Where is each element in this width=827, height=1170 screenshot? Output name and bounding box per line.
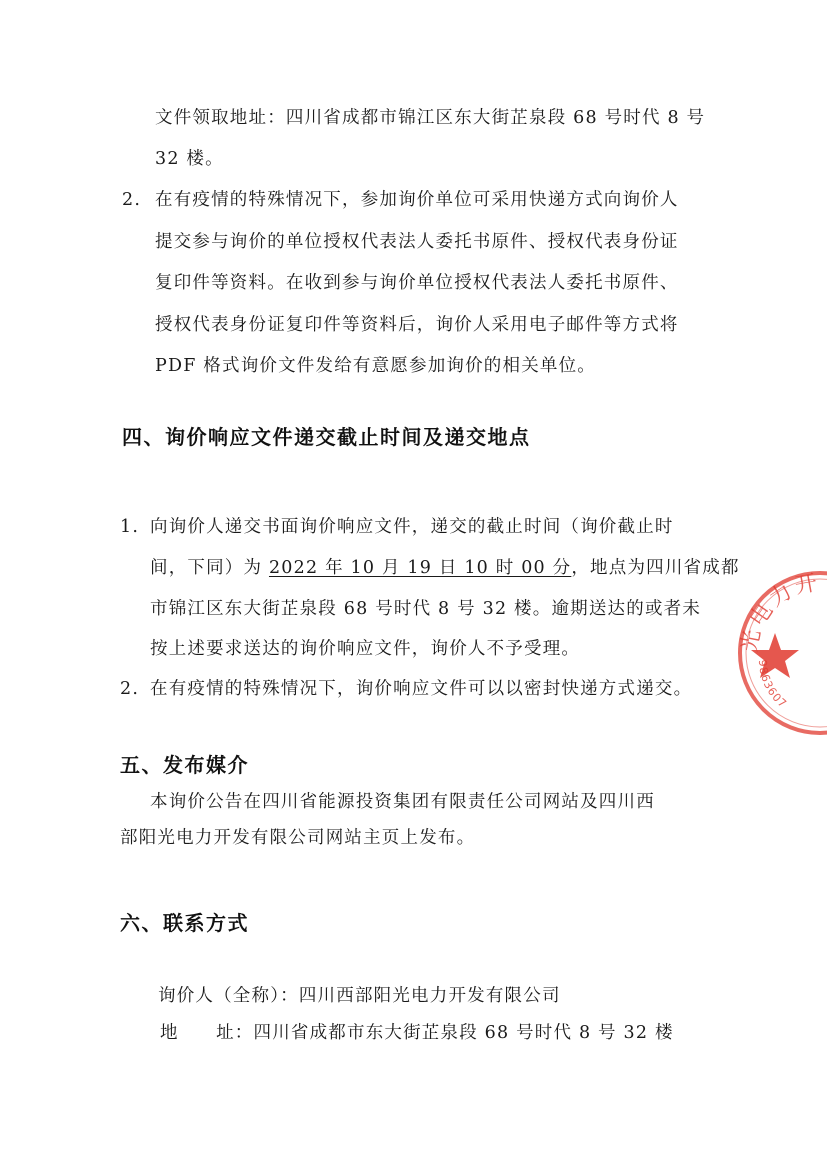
paragraph-line: 在有疫情的特殊情况下，询价响应文件可以以密封快递方式递交。 bbox=[150, 679, 693, 699]
list-number: 2. bbox=[120, 679, 140, 699]
file-pickup-address-line: 文件领取地址：四川省成都市锦江区东大街芷泉段 68 号时代 8 号 bbox=[155, 108, 706, 128]
file-pickup-address-line-2: 32 楼。 bbox=[155, 149, 224, 169]
company-seal-stamp bbox=[735, 568, 827, 738]
deadline-suffix: ，地点为四川省成都 bbox=[571, 558, 740, 578]
list-number: 1. bbox=[120, 517, 140, 537]
section-heading-5: 五、发布媒介 bbox=[120, 753, 249, 777]
paragraph-line: 本询价公告在四川省能源投资集团有限责任公司网站及四川西 bbox=[150, 792, 655, 812]
paragraph-line: 市锦江区东大街芷泉段 68 号时代 8 号 32 楼。逾期送达的或者未 bbox=[150, 599, 702, 619]
paragraph-line: 提交参与询价的单位授权代表法人委托书原件、授权代表身份证 bbox=[155, 232, 679, 252]
paragraph-line: PDF 格式询价文件发给有意愿参加询价的相关单位。 bbox=[155, 356, 597, 376]
paragraph-line: 按上述要求送达的询价响应文件，询价人不予受理。 bbox=[150, 639, 581, 659]
seal-bottom-number: 9863607 bbox=[755, 659, 790, 711]
seal-top-text: 光电力开 bbox=[737, 570, 823, 655]
paragraph-line: 在有疫情的特殊情况下，参加询价单位可采用快递方式向询价人 bbox=[155, 190, 679, 210]
paragraph-line: 向询价人递交书面询价响应文件，递交的截止时间（询价截止时 bbox=[150, 517, 674, 537]
paragraph-line: 部阳光电力开发有限公司网站主页上发布。 bbox=[120, 828, 476, 848]
deadline-prefix: 间，下同）为 bbox=[150, 558, 269, 578]
deadline-line bbox=[150, 556, 740, 580]
deadline-date: 2022 年 10 月 19 日 10 时 00 分 bbox=[268, 558, 572, 578]
address-label: 地 址： bbox=[160, 1023, 254, 1043]
paragraph-line: 授权代表身份证复印件等资料后，询价人采用电子邮件等方式将 bbox=[155, 315, 679, 335]
address-line bbox=[160, 1021, 674, 1045]
list-number: 2. bbox=[122, 190, 142, 210]
section-heading-6: 六、联系方式 bbox=[120, 911, 249, 935]
inquirer-name: 询价人（全称）：四川西部阳光电力开发有限公司 bbox=[158, 986, 561, 1006]
paragraph-line: 复印件等资料。在收到参与询价单位授权代表法人委托书原件、 bbox=[155, 273, 679, 293]
address-value: 四川省成都市东大街芷泉段 68 号时代 8 号 32 楼 bbox=[253, 1023, 674, 1043]
section-heading-4: 四、询价响应文件递交截止时间及递交地点 bbox=[122, 425, 531, 449]
